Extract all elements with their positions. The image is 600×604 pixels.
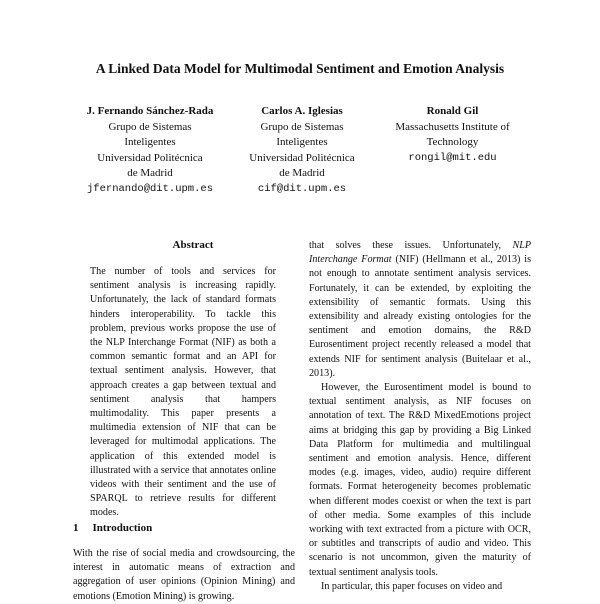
section-number: 1 bbox=[73, 522, 79, 534]
author-affiliation-line: de Madrid bbox=[279, 167, 325, 179]
introduction-body bbox=[73, 547, 295, 604]
author-affiliation-line: Universidad Politécnica bbox=[249, 151, 355, 164]
author-name: J. Fernando Sánchez-Rada bbox=[86, 105, 214, 117]
author-name: Carlos A. Iglesias bbox=[261, 105, 343, 117]
author-affiliation-line: Grupo de Sistemas bbox=[260, 120, 344, 133]
author-affiliation-line: Inteligentes bbox=[276, 136, 328, 148]
paragraph: However, the Eurosentiment model is bound to textual sentiment analysis, as NIF focuses on annotation of text. The R&D MixedEmotions project aims at bridging this gap by providing a Big Linked Data Platform for multimedia and multilingual sentiment and emotion analysis. Hence, different modes (e.g. images, video, audio) require different formats. Format heterogeneity becomes problematic when different modes coexist or when the text is part of other media. Some examples of this include working with text extracted from a picture with OCR, or subtitles and transcripts of audio and video. This scenario is not uncommon, given the maturity of textual sentiment analysis tools. bbox=[309, 382, 531, 578]
section-heading bbox=[73, 522, 152, 534]
author-block bbox=[70, 104, 230, 197]
author-name: Ronald Gil bbox=[426, 105, 479, 117]
paragraph: In particular, this paper focuses on video and bbox=[321, 580, 503, 592]
section-title: Introduction bbox=[92, 522, 153, 534]
author-affiliation-line: de Madrid bbox=[127, 167, 173, 179]
abstract-heading: Abstract bbox=[172, 239, 214, 251]
format-name: NLP Interchange Format bbox=[309, 240, 531, 266]
right-column bbox=[309, 239, 531, 594]
author-email: rongil@mit.edu bbox=[408, 151, 497, 164]
text-run: that solves these issues. Unfortunately, bbox=[309, 240, 502, 251]
author-email: jfernando@dit.upm.es bbox=[86, 182, 214, 195]
abstract-body bbox=[90, 265, 276, 521]
author-affiliation-line: Grupo de Sistemas bbox=[108, 120, 192, 133]
author-affiliation-line: Massachusetts Institute of bbox=[395, 120, 510, 133]
author-email: cif@dit.upm.es bbox=[257, 182, 347, 195]
abstract-text: The number of tools and services for sentiment analysis is increasing rapidly. Unfortunately, the lack of standard formats hinders interoperability. To tackle this problem, previous works propose the use of the NLP Interchange Format (NIF) as both a common semantic format and an API for textual sentiment analysis. However, that approach creates a gap between textual and sentiment analysis that hampers multimodality. This paper presents a multimedia extension of NIF that can be leveraged for multimodal applications. The application of this extended model is illustrated with a service that annotates online videos with their sentiment and the use of SPARQL to retrieve results for different modes. bbox=[90, 266, 276, 519]
text-run: (NIF) (Hellmann et al., 2013) is not enough to annotate sentiment analysis services. Fortunately, it can be extended, by exploiting the extensibility of semantic formats. Using this extensibility and already existing ontologies for the sentiment and emotion domains, the R&D Eurosentiment project recently released a model that extends NIF for sentiment analysis (Buitelaar et al., 2013). bbox=[309, 254, 532, 379]
author-affiliation-line: Inteligentes bbox=[124, 136, 176, 148]
author-affiliation-line: Universidad Politécnica bbox=[97, 151, 203, 164]
introduction-text: With the rise of social media and crowdsourcing, the interest in automatic means of extraction and aggregation of user opinions (Opinion Mining) and emotions (Emotion Mining) is growing. bbox=[73, 548, 295, 602]
author-block bbox=[370, 104, 535, 166]
author-block bbox=[222, 104, 382, 197]
paragraph bbox=[309, 239, 531, 381]
paper-title: A Linked Data Model for Multimodal Sentiment and Emotion Analysis bbox=[95, 61, 505, 76]
author-affiliation-line: Technology bbox=[426, 136, 479, 148]
